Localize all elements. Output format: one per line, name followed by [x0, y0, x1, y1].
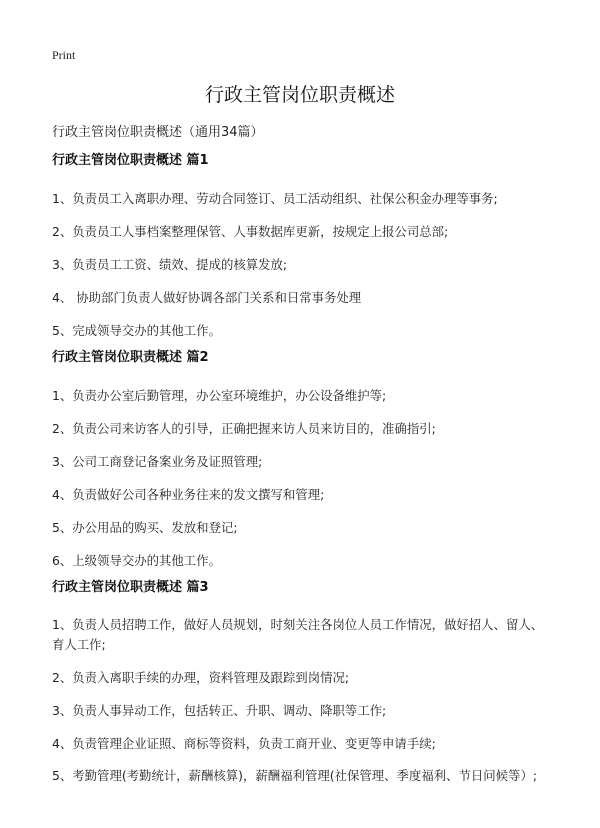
- list-item: 5、完成领导交办的其他工作。: [52, 322, 221, 338]
- section-heading: 行政主管岗位职责概述 篇1: [52, 153, 209, 168]
- list-item: 4、负责做好公司各种业务往来的发文撰写和管理;: [52, 486, 325, 502]
- list-item: 1、负责员工入离职办理、劳动合同签订、员工活动组织、社保公积金办理等事务;: [52, 190, 498, 206]
- list-item: 2、负责公司来访客人的引导，正确把握来访人员来访目的，准确指引;: [52, 420, 436, 436]
- section-1: [52, 150, 552, 347]
- list-item: 3、公司工商登记备案业务及证照管理;: [52, 453, 263, 469]
- list-item: 4、 协助部门负责人做好协调各部门关系和日常事务处理: [52, 289, 362, 305]
- list-item: 3、负责人事异动工作，包括转正、升职、调动、降职等工作;: [52, 702, 387, 718]
- list-item: 5、考勤管理(考勤统计，薪酬核算)，薪酬福利管理(社保管理、季度福利、节日问候等）;: [52, 768, 538, 783]
- document-body: [52, 150, 552, 812]
- list-item: 3、负责员工工资、绩效、提成的核算发放;: [52, 256, 288, 272]
- list-item: 6、上级领导交办的其他工作。: [52, 552, 221, 568]
- section-2: [52, 347, 552, 577]
- list-item: 5、办公用品的购买、发放和登记;: [52, 519, 238, 535]
- list-item: 1、负责人员招聘工作，做好人员规划，时刻关注各岗位人员工作情况，做好招人、留人、育人工作;: [52, 617, 544, 652]
- list-item: 2、负责入离职手续的办理，资料管理及跟踪到岗情况;: [52, 669, 350, 685]
- list-item: 2、负责员工人事档案整理保管、人事数据库更新，按规定上报公司总部;: [52, 223, 449, 239]
- print-label[interactable]: Print: [52, 48, 76, 62]
- section-heading: 行政主管岗位职责概述 篇2: [52, 350, 209, 365]
- list-item: 1、负责办公室后勤管理，办公室环境维护，办公设备维护等;: [52, 387, 387, 403]
- document-title: 行政主管岗位职责概述: [204, 84, 395, 106]
- list-item: 4、负责管理企业证照、商标等资料，负责工商开业、变更等申请手续;: [52, 735, 436, 751]
- document-subtitle: 行政主管岗位职责概述（通用34篇）: [52, 125, 264, 140]
- section-3: [52, 577, 552, 812]
- section-heading: 行政主管岗位职责概述 篇3: [52, 580, 209, 595]
